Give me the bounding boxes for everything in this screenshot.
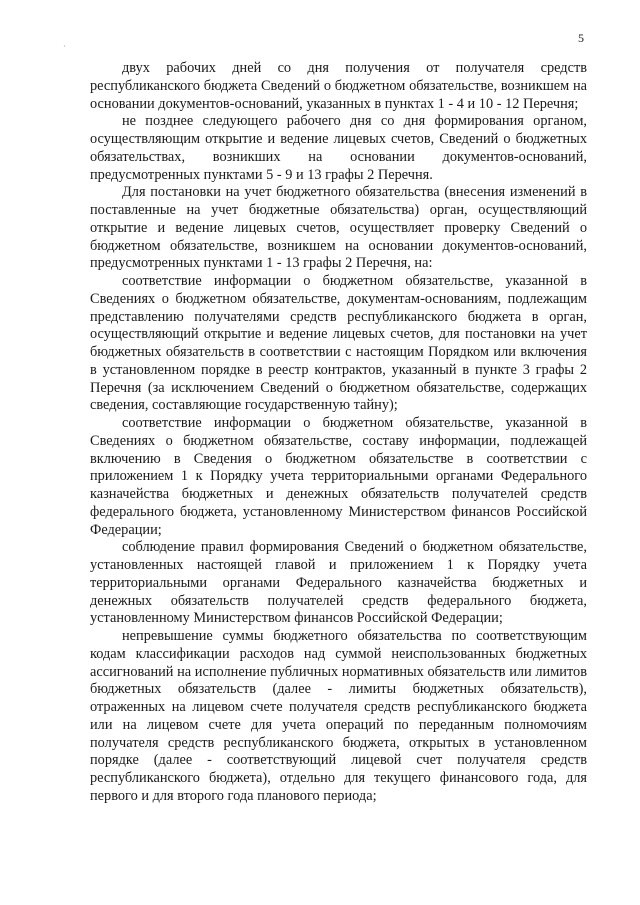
paragraph-5: соответствие информации о бюджетном обязательстве, указанной в Сведениях о бюджетном обязательстве, составу информации, подлежащей включению в Сведения о бюджетном обязательстве в соответствии с приложением 1 к Порядку учета территориальными органами Федерального казначейства бюджетных и денежных обязательств получателей средств федерального бюджета, установленному Министерством финансов Российской Федерации; <box>90 415 587 538</box>
paragraph-1: двух рабочих дней со дня получения от получателя средств республиканского бюджета Сведений о бюджетном обязательстве, возникшем на основании документов-оснований, указанных в пунктах 1 - 4 и 10 - 12 Перечня; <box>90 60 587 112</box>
paragraph-6: соблюдение правил формирования Сведений о бюджетном обязательстве, установленных настоящей главой и приложением 1 к Порядку учета территориальными органами Федерального казначейства бюджетных и денежных обязательств получателей средств федерального бюджета, установленному Министерством финансов Российской Федерации; <box>90 539 587 627</box>
margin-mark: · <box>63 42 66 51</box>
document-body <box>90 60 587 806</box>
paragraph-4: соответствие информации о бюджетном обязательстве, указанной в Сведениях о бюджетном обязательстве, документам-основаниям, подлежащим представлению получателями средств республиканского бюджета в орган, осуществляющий открытие и ведение лицевых счетов, для постановки на учет бюджетных обязательств в соответствии с настоящим Порядком или включения в установленном порядке в реестр контрактов, указанный в пункте 3 графы 2 Перечня (за исключением Сведений о бюджетном обязательстве, содержащих сведения, составляющие государственную тайну); <box>90 273 587 414</box>
paragraph-2: не позднее следующего рабочего дня со дня формирования органом, осуществляющим открытие и ведение лицевых счетов, Сведений о бюджетных обязательствах, возникших на основании документов-оснований, предусмотренных пунктами 5 - 9 и 13 графы 2 Перечня. <box>90 113 587 183</box>
page-number: 5 <box>578 31 584 45</box>
paragraph-3: Для постановки на учет бюджетного обязательства (внесения изменений в поставленные на учет бюджетные обязательства) орган, осуществляющий открытие и ведение лицевых счетов, осуществляет проверку Сведений о бюджетном обязательстве, возникшем на основании документов-оснований, предусмотренных пунктами 1 - 13 графы 2 Перечня, на: <box>90 184 587 272</box>
paragraph-7: непревышение суммы бюджетного обязательства по соответствующим кодам классификации расходов над суммой неиспользованных бюджетных ассигнований на исполнение публичных нормативных обязательств или лимитов бюджетных обязательств (далее - лимиты бюджетных обязательств), отраженных на лицевом счете получателя средств республиканского бюджета или на лицевом счете для учета операций по переданным полномочиям получателя средств республиканского бюджета, открытых в установленном порядке (далее - соответствующий лицевой счет получателя средств республиканского бюджета), отдельно для текущего финансового года, для первого и для второго года планового периода; <box>90 628 587 804</box>
